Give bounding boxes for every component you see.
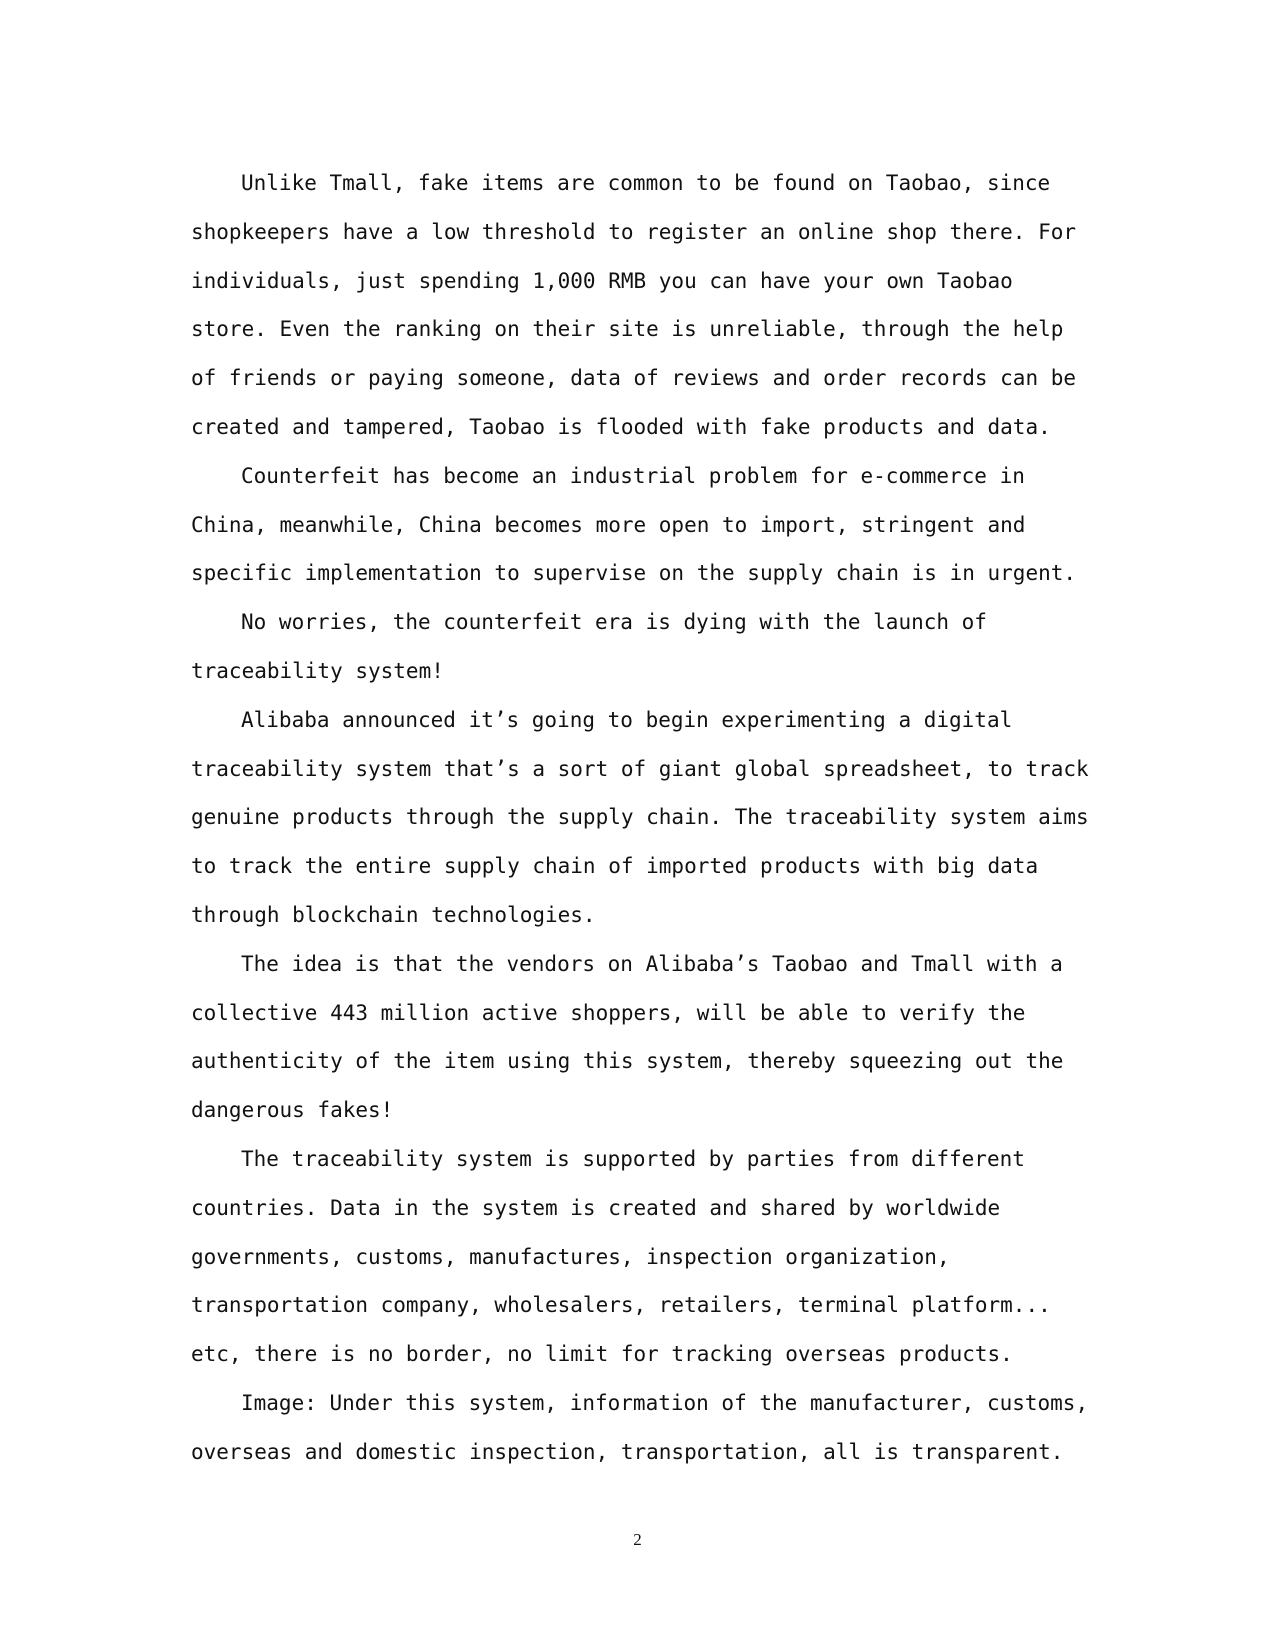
- paragraph-line: to track the entire supply chain of imported products with big data: [191, 854, 1039, 879]
- paragraph-line: The traceability system is supported by parties from different: [241, 1146, 1025, 1171]
- paragraph-line: Counterfeit has become an industrial problem for e-commerce in: [241, 463, 1025, 488]
- paragraph-5: [191, 944, 1091, 1139]
- paragraph-line: shopkeepers have a low threshold to register an online shop there. For: [191, 219, 1077, 244]
- paragraph-1: [191, 163, 1091, 456]
- paragraph-line: governments, customs, manufactures, inspection organization,: [191, 1244, 950, 1269]
- paragraph-line: through blockchain technologies.: [191, 902, 596, 927]
- paragraph-line: traceability system that’s a sort of giant global spreadsheet, to track: [191, 756, 1089, 781]
- paragraph-line: store. Even the ranking on their site is unreliable, through the help: [191, 317, 1064, 342]
- paragraph-line: traceability system!: [191, 658, 444, 683]
- paragraph-line: individuals, just spending 1,000 RMB you can have your own Taobao: [191, 268, 1013, 293]
- paragraph-line: authenticity of the item using this system, thereby squeezing out the: [191, 1049, 1064, 1074]
- paragraph-line: dangerous fakes!: [191, 1098, 394, 1123]
- paragraph-4: [191, 700, 1091, 944]
- paragraph-line: genuine products through the supply chain. The traceability system aims: [191, 805, 1089, 830]
- paragraph-7: [191, 1383, 1091, 1481]
- paragraph-line: specific implementation to supervise on the supply chain is in urgent.: [191, 561, 1077, 586]
- paragraph-line: of friends or paying someone, data of reviews and order records can be: [191, 366, 1077, 391]
- page-number: 2: [633, 1530, 642, 1549]
- paragraph-6: [191, 1139, 1091, 1383]
- paragraph-2: [191, 456, 1091, 602]
- paragraph-line: No worries, the counterfeit era is dying with the launch of: [241, 610, 987, 635]
- paragraph-line: created and tampered, Taobao is flooded with fake products and data.: [191, 414, 1051, 439]
- paragraph-line: collective 443 million active shoppers, will be able to verify the: [191, 1000, 1026, 1025]
- paragraph-line: The idea is that the vendors on Alibaba’s Taobao and Tmall with a: [241, 951, 1063, 976]
- paragraph-line: overseas and domestic inspection, transportation, all is transparent.: [191, 1439, 1064, 1464]
- paragraph-3: [191, 602, 1091, 700]
- paragraph-line: Unlike Tmall, fake items are common to be found on Taobao, since: [241, 171, 1051, 195]
- paragraph-line: Alibaba announced it’s going to begin experimenting a digital: [241, 707, 1013, 732]
- body-text: [191, 163, 1091, 1481]
- paragraph-line: China, meanwhile, China becomes more open to import, stringent and: [191, 512, 1026, 537]
- paragraph-line: etc, there is no border, no limit for tracking overseas products.: [191, 1342, 1013, 1367]
- paragraph-line: Image: Under this system, information of the manufacturer, customs,: [241, 1390, 1089, 1415]
- paragraph-line: transportation company, wholesalers, retailers, terminal platform...: [191, 1293, 1051, 1318]
- paragraph-line: countries. Data in the system is created and shared by worldwide: [191, 1195, 1001, 1220]
